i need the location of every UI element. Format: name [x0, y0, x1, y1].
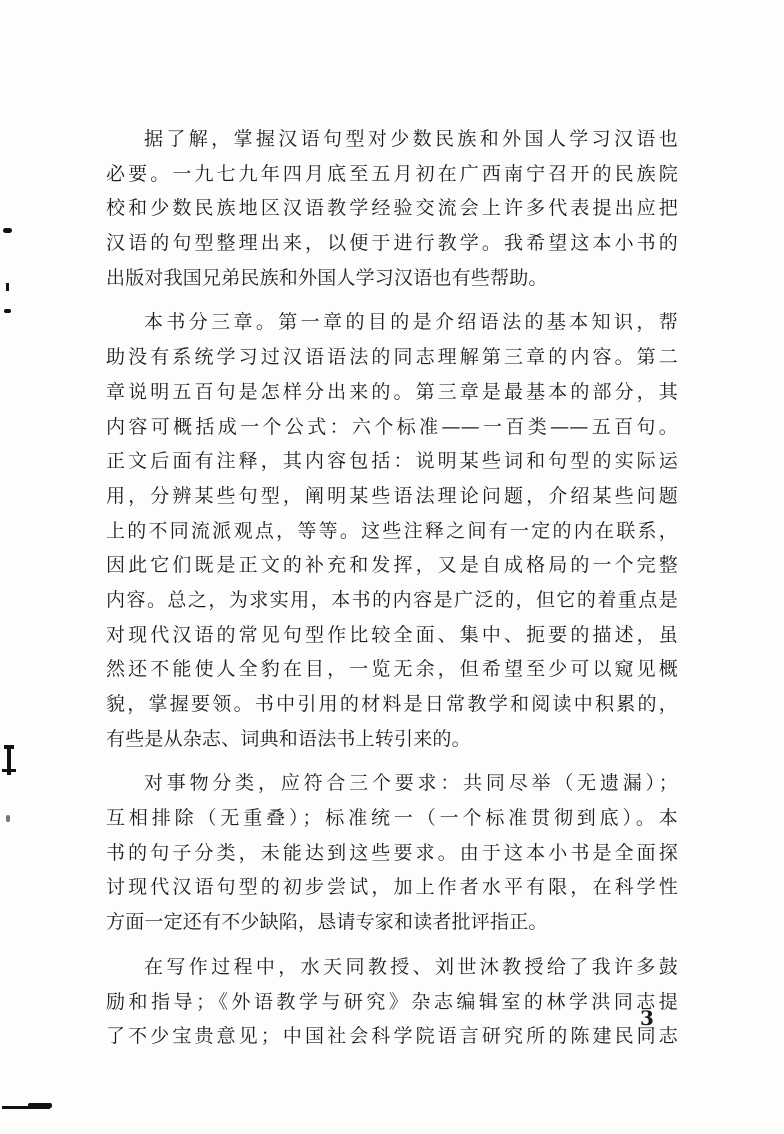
text-line: 貌，掌握要领。书中引用的材料是日常教学和阅读中积累的，: [106, 693, 678, 715]
text-line: 对事物分类，应符合三个要求：共同尽举（无遗漏）；: [144, 772, 678, 795]
text-line: 然还不能使人全豹在目，一览无余，但希望至少可以窥见概: [106, 658, 678, 681]
text-line: 讨现代汉语句型的初步尝试，加上作者水平有限，在科学性: [106, 876, 678, 899]
text-line: 内容可概括成一个公式：六个标准——一百类——五百句。: [106, 415, 678, 438]
paragraph-3: [106, 766, 678, 939]
text-line: 汉语的句型整理出来，以便于进行教学。我希望这本小书的: [106, 232, 678, 255]
paragraph-2: [106, 305, 678, 756]
scan-mark: [3, 228, 12, 233]
scan-mark: [4, 309, 11, 313]
text-line: 据了解，掌握汉语句型对少数民族和外国人学习汉语也: [144, 128, 678, 150]
text-line: 上的不同流派观点，等等。这些注释之间有一定的内在联系，: [106, 519, 678, 542]
text-line: 用，分辨某些句型，阐明某些语法理论问题，介绍某些问题: [106, 484, 678, 507]
paragraph-1: [106, 122, 678, 295]
text-line: 方面一定还有不少缺陷，恳请专家和读者批评指正。: [106, 911, 548, 934]
text-line: 因此它们既是正文的补充和发挥，又是自成格局的一个完整: [106, 554, 678, 577]
text-line: 本书分三章。第一章的目的是介绍语法的基本知识，帮: [144, 311, 678, 334]
text-line: 助没有系统学习过汉语语法的同志理解第三章的内容。第二: [106, 346, 678, 369]
scan-mark: [28, 1103, 52, 1108]
text-line: 在写作过程中，水天同教授、刘世沐教授给了我许多鼓: [144, 955, 678, 978]
text-line: 书的句子分类，未能达到这些要求。由于这本小书是全面探: [106, 841, 678, 864]
text-line: 正文后面有注释，其内容包括：说明某些词和句型的实际运: [106, 450, 678, 473]
body-text: [106, 122, 678, 1064]
page-number: 3: [640, 1006, 654, 1030]
paragraph-4: [106, 950, 678, 1054]
text-line: 了不少宝贵意见；中国社会科学院语言研究所的陈建民同志: [106, 1025, 678, 1048]
scan-mark: [6, 283, 9, 291]
text-line: 励和指导；《外语教学与研究》杂志编辑室的林学洪同志提: [106, 990, 678, 1013]
text-line: 互相排除（无重叠）；标准统一（一个标准贯彻到底）。本: [106, 807, 678, 830]
text-line: 出版对我国兄弟民族和外国人学习汉语也有些帮助。: [106, 266, 548, 289]
text-line: 有些是从杂志、词典和语法书上转引来的。: [106, 727, 471, 750]
text-line: 章说明五百句是怎样分出来的。第三章是最基本的部分，其: [106, 380, 678, 403]
text-line: 必要。一九七九年四月底至五月初在广西南宁召开的民族院: [106, 162, 678, 185]
scan-mark: [4, 745, 14, 749]
text-line: 内容。总之，为求实用，本书的内容是广泛的，但它的着重点是: [106, 588, 678, 611]
scan-mark: [6, 815, 10, 822]
text-line: 校和少数民族地区汉语教学经验交流会上许多代表提出应把: [106, 197, 678, 220]
scan-mark: [2, 769, 16, 772]
text-line: 对现代汉语的常见句型作比较全面、集中、扼要的描述，虽: [106, 623, 678, 646]
